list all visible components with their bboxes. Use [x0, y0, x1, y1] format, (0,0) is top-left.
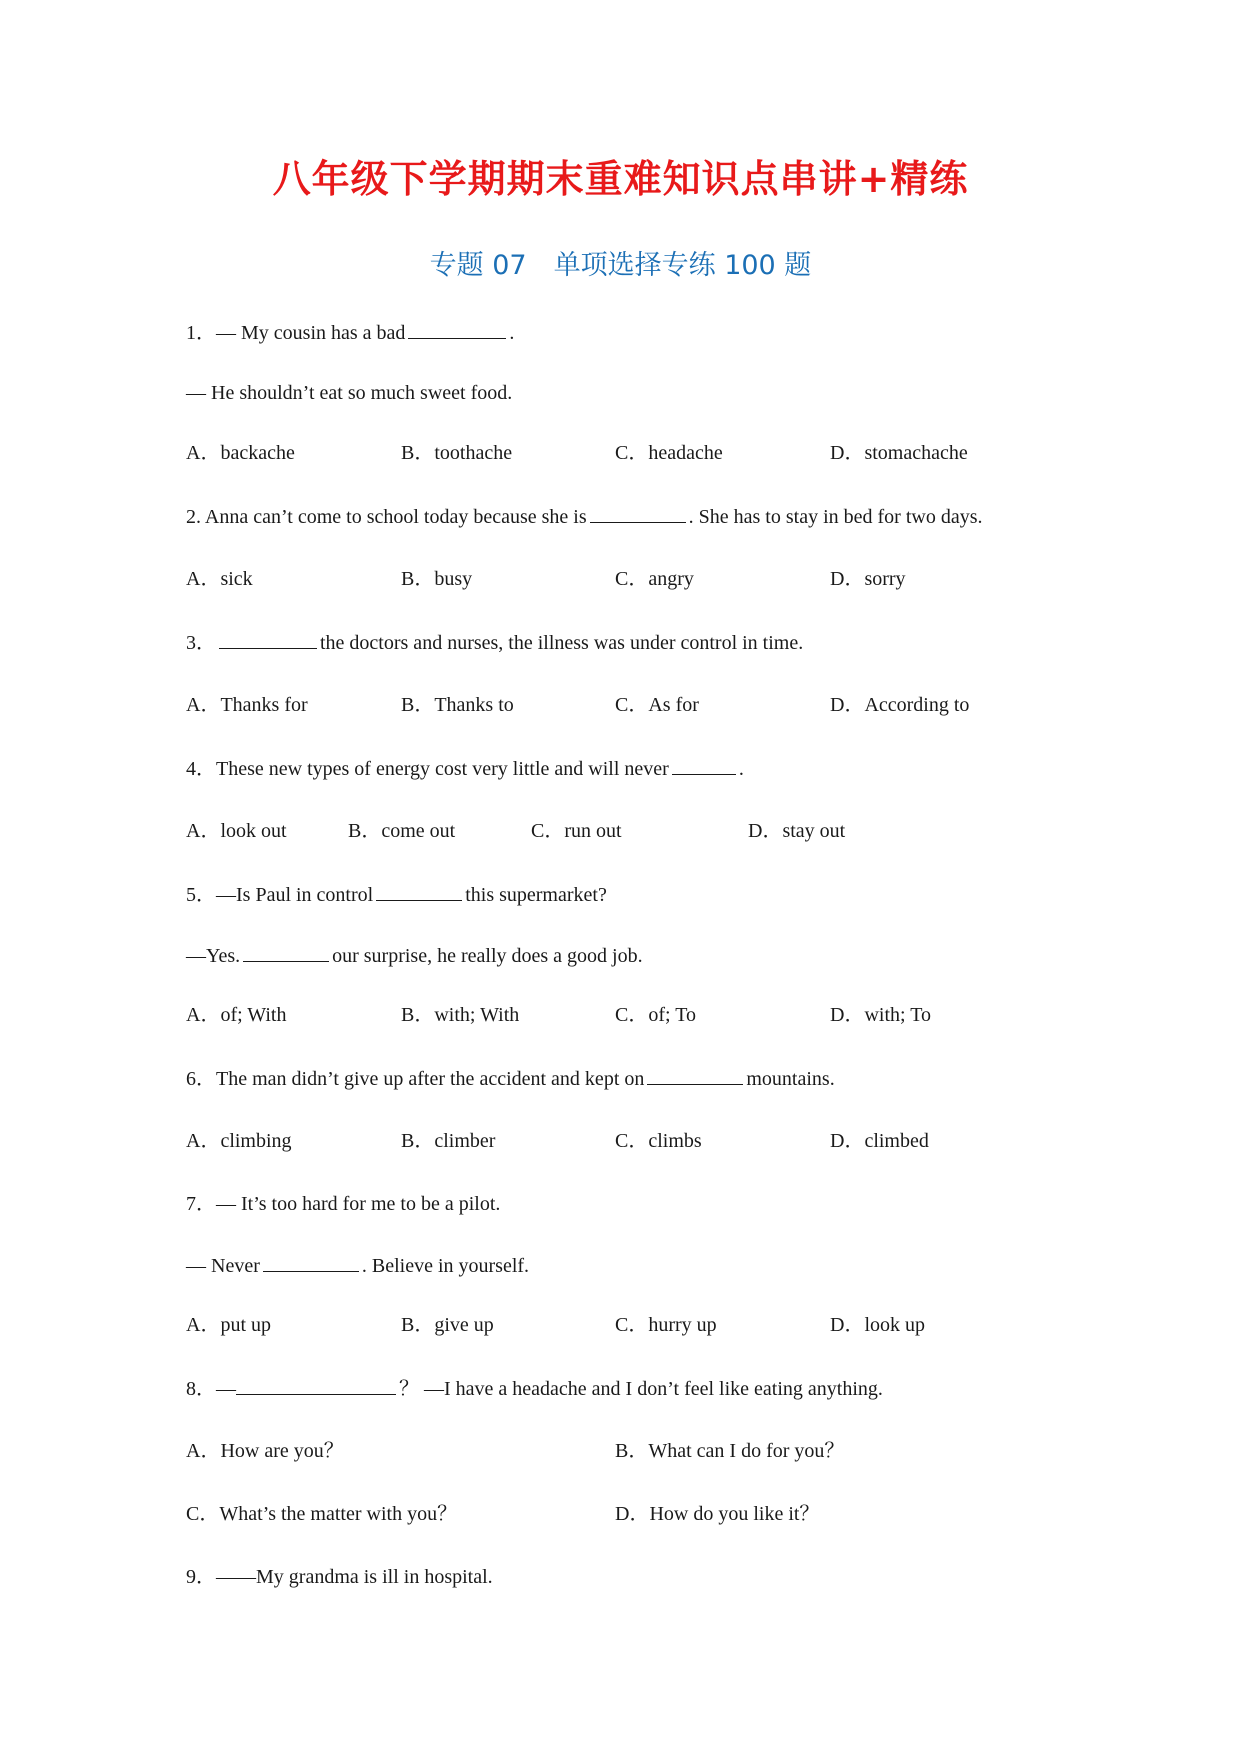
question-4-option-c: C．run out: [531, 820, 622, 842]
document-subtitle: 专题 07 单项选择专练 100 题: [429, 250, 812, 281]
answer-blank: [263, 1253, 359, 1272]
question-4-stem: 4．These new types of energy cost very little and will never .: [186, 758, 744, 780]
question-2-option-a: A．sick: [186, 568, 253, 590]
question-1-option-c: C．headache: [615, 442, 723, 464]
question-9-stem: 9．——My grandma is ill in hospital.: [186, 1566, 493, 1588]
question-5-option-b: B．with; With: [401, 1004, 520, 1026]
question-2-option-c: C．angry: [615, 568, 694, 590]
question-1-option-b: B．toothache: [401, 442, 513, 464]
answer-blank: [672, 756, 736, 775]
question-3-option-b: B．Thanks to: [401, 694, 514, 716]
question-3-option-a: A．Thanks for: [186, 694, 308, 716]
question-1-option-d: D．stomachache: [830, 442, 968, 464]
question-3-option-d: D．According to: [830, 694, 970, 716]
question-7-option-d: D．look up: [830, 1314, 925, 1336]
question-1-stem: 1．— My cousin has a bad .: [186, 322, 515, 344]
question-5-option-a: A．of; With: [186, 1004, 287, 1026]
question-7-response: — Never . Believe in yourself.: [186, 1255, 530, 1277]
question-7-option-b: B．give up: [401, 1314, 494, 1336]
answer-blank: [219, 630, 317, 649]
question-8-stem: 8．— ？ —I have a headache and I don’t feel like eating anything.: [186, 1378, 883, 1400]
answer-blank: [590, 504, 686, 523]
question-7-option-a: A．put up: [186, 1314, 271, 1336]
question-2-stem: 2. Anna can’t come to school today because she is . She has to stay in bed for two days.: [186, 506, 983, 528]
question-4-option-d: D．stay out: [748, 820, 846, 842]
question-1-response: — He shouldn’t eat so much sweet food.: [186, 382, 513, 404]
question-6-option-b: B．climber: [401, 1130, 496, 1152]
document-title: 八年级下学期期末重难知识点串讲+精练: [272, 157, 969, 201]
question-8-option-d: D．How do you like it？: [615, 1503, 820, 1525]
answer-blank: [376, 882, 462, 901]
question-4-option-a: A．look out: [186, 820, 287, 842]
question-6-option-a: A．climbing: [186, 1130, 292, 1152]
question-5-stem: 5．—Is Paul in control this supermarket?: [186, 884, 607, 906]
question-8-option-b: B．What can I do for you？: [615, 1440, 845, 1462]
question-3-option-c: C．As for: [615, 694, 699, 716]
question-2-option-b: B．busy: [401, 568, 473, 590]
question-8-option-c: C．What’s the matter with you？: [186, 1503, 458, 1525]
question-2-option-d: D．sorry: [830, 568, 906, 590]
question-6-option-c: C．climbs: [615, 1130, 702, 1152]
question-3-stem: 3． the doctors and nurses, the illness was under control in time.: [186, 632, 804, 654]
question-4-option-b: B．come out: [348, 820, 456, 842]
question-5-option-c: C．of; To: [615, 1004, 697, 1026]
question-8-option-a: A．How are you？: [186, 1440, 344, 1462]
question-5-option-d: D．with; To: [830, 1004, 932, 1026]
question-6-option-d: D．climbed: [830, 1130, 929, 1152]
answer-blank: [408, 320, 506, 339]
question-7-stem: 7．— It’s too hard for me to be a pilot.: [186, 1193, 501, 1215]
question-7-option-c: C．hurry up: [615, 1314, 717, 1336]
question-5-response: —Yes. our surprise, he really does a good job.: [186, 945, 643, 967]
question-1-option-a: A．backache: [186, 442, 295, 464]
answer-blank: [236, 1376, 396, 1395]
answer-blank: [243, 943, 329, 962]
answer-blank: [647, 1066, 743, 1085]
question-6-stem: 6．The man didn’t give up after the accident and kept on mountains.: [186, 1068, 835, 1090]
